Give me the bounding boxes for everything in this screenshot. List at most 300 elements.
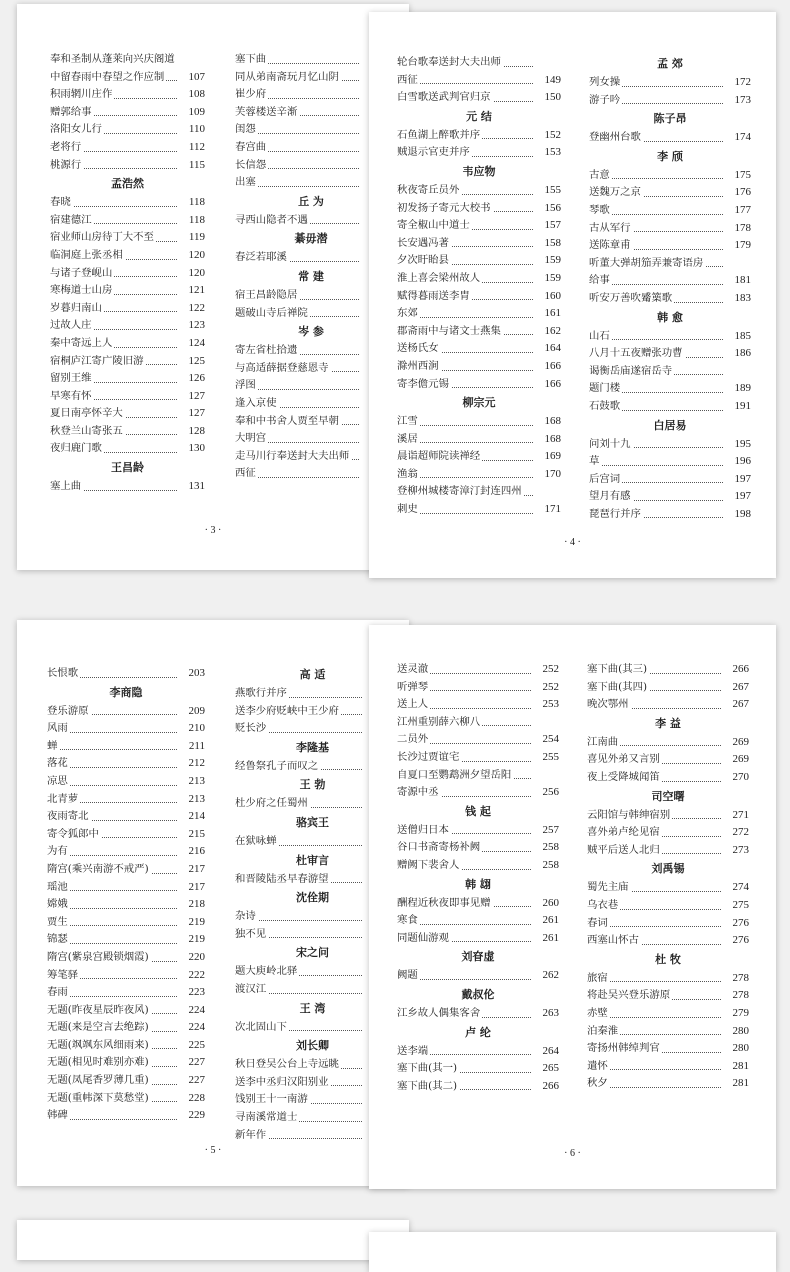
toc-entry <box>397 252 561 270</box>
poem-title: 凉思 <box>47 774 68 787</box>
poem-title: 宿王昌龄隐居 <box>235 288 298 301</box>
toc-entry <box>50 51 205 69</box>
toc-entry <box>235 833 390 851</box>
toc-entry <box>235 926 390 944</box>
page-ref: 278 <box>723 987 749 1005</box>
poem-title: 风雨 <box>47 722 68 735</box>
page-ref: 153 <box>535 144 561 162</box>
toc-entry <box>587 661 749 679</box>
page-ref: 157 <box>535 217 561 235</box>
page-ref: 219 <box>179 931 205 949</box>
page-ref: 219 <box>179 914 205 932</box>
toc-page-6 <box>369 625 776 1189</box>
poem-title: 滁州西涧 <box>397 359 439 372</box>
page-ref: 210 <box>179 720 205 738</box>
author-heading: 高 适 <box>299 668 326 681</box>
author-heading: 王昌龄 <box>111 461 144 475</box>
poem-title: 塞下曲(其三) <box>587 663 648 675</box>
toc-entry <box>587 842 749 860</box>
page-ref: 252 <box>533 679 559 697</box>
toc-entry <box>589 129 751 147</box>
poem-title: 寻南溪常道士 <box>235 1110 298 1123</box>
poem-title: 喜见外弟又言别 <box>587 753 660 766</box>
poem-title: 送灵澈 <box>397 663 429 675</box>
toc-column-right <box>235 51 387 483</box>
page-ref: 267 <box>723 679 749 697</box>
page-ref: 118 <box>179 194 205 212</box>
toc-entry <box>397 72 561 90</box>
poem-title: 听安万善吹觱篥歌 <box>589 291 673 304</box>
poem-title: 秋夜寄丘员外 <box>397 183 460 196</box>
poem-title: 草 <box>589 455 600 468</box>
page-ref: 179 <box>725 237 751 255</box>
page-ref: 152 <box>535 127 561 145</box>
toc-entry <box>589 436 751 454</box>
toc-entry <box>50 247 205 265</box>
page-ref: 227 <box>179 1072 205 1090</box>
toc-entry <box>50 121 205 139</box>
toc-entry <box>589 92 751 110</box>
toc-entry <box>397 767 559 785</box>
poem-title: 北青萝 <box>47 792 79 805</box>
page-ref: 156 <box>535 200 561 218</box>
poem-title: 淮上喜会梁州故人 <box>397 271 481 284</box>
page-ref: 280 <box>723 1040 749 1058</box>
toc-entry <box>589 220 751 238</box>
toc-entry <box>589 345 751 363</box>
poem-title: 无题(飒飒东风细雨来) <box>47 1038 149 1051</box>
poem-title: 芙蓉楼送辛渐 <box>235 105 298 118</box>
poem-title: 渡汉江 <box>235 982 267 995</box>
toc-entry <box>50 157 205 175</box>
page-ref: 149 <box>535 72 561 90</box>
page-ref: 258 <box>533 857 559 875</box>
poem-title: 独不见 <box>235 927 267 940</box>
page-ref: 252 <box>533 661 559 679</box>
page-ref: 170 <box>535 466 561 484</box>
page-number: · 4 · <box>564 537 581 548</box>
toc-entry <box>235 104 387 122</box>
poem-title: 给事 <box>589 274 610 287</box>
toc-entry <box>397 127 561 145</box>
poem-title: 西征 <box>397 73 418 86</box>
toc-entry <box>589 237 751 255</box>
poem-title: 赋得暮雨送李胄 <box>397 289 470 302</box>
page-number: · 6 · <box>564 1148 581 1159</box>
poem-title: 贼平后送人北归 <box>587 843 660 856</box>
page-ref: 262 <box>533 967 559 985</box>
page-ref: 109 <box>179 104 205 122</box>
page-ref: 228 <box>179 1090 205 1108</box>
toc-entry <box>235 1091 390 1109</box>
author-heading: 司空曙 <box>651 789 685 803</box>
toc-entry <box>397 270 561 288</box>
toc-entry <box>397 1078 559 1096</box>
page-ref: 107 <box>179 69 205 87</box>
page-ref: 126 <box>179 370 205 388</box>
page-ref: 155 <box>535 182 561 200</box>
page-ref: 271 <box>723 807 749 825</box>
poem-title: 寻西山隐者不遇 <box>235 213 308 226</box>
page-ref: 215 <box>179 826 205 844</box>
toc-entry <box>589 167 751 185</box>
toc-column-left <box>50 51 205 496</box>
toc-entry <box>47 1019 205 1037</box>
page-ref: 110 <box>179 121 205 139</box>
page-ref: 220 <box>179 949 205 967</box>
page-ref: 256 <box>533 784 559 802</box>
poem-title: 送魏万之京 <box>589 186 641 199</box>
author-heading: 韩 翃 <box>465 877 491 891</box>
poem-title: 落花 <box>47 757 68 770</box>
page-ref: 269 <box>723 734 749 752</box>
toc-column-right <box>589 54 751 523</box>
page-ref: 169 <box>535 448 561 466</box>
poem-title: 长恨歌 <box>47 667 79 679</box>
poem-title: 长沙过贾谊宅 <box>397 750 460 763</box>
toc-entry <box>47 1037 205 1055</box>
poem-title: 溪居 <box>397 432 418 445</box>
poem-title: 中留春雨中春望之作应制 <box>50 70 165 83</box>
toc-entry <box>50 212 205 230</box>
toc-entry <box>397 340 561 358</box>
toc-entry <box>589 380 751 398</box>
poem-title: 夜归鹿门歌 <box>50 442 102 455</box>
toc-entry <box>235 249 387 267</box>
toc-entry <box>235 465 387 483</box>
poem-title: 送杨氏女 <box>397 342 439 355</box>
toc-entry <box>50 139 205 157</box>
toc-entry <box>587 879 749 897</box>
author-heading: 刘长卿 <box>296 1039 329 1053</box>
toc-entry <box>50 194 205 212</box>
page-ref: 162 <box>535 323 561 341</box>
poem-title: 列女操 <box>589 76 621 88</box>
poem-title: 轮台歌奉送封大夫出师 <box>397 56 501 68</box>
poem-title: 塞下曲 <box>235 53 267 65</box>
author-heading: 元 结 <box>466 109 492 123</box>
poem-title: 晨诣超师院读禅经 <box>397 450 481 463</box>
toc-entry <box>235 1109 390 1127</box>
poem-title: 隋宫(紫泉宫殿锁烟霞) <box>47 950 149 963</box>
poem-title: 望月有感 <box>589 490 631 503</box>
poem-title: 将赴吴兴登乐游原 <box>587 989 671 1002</box>
poem-title: 无题(凤尾香罗薄几重) <box>47 1074 149 1087</box>
poem-title: 大明宫 <box>235 432 267 445</box>
poem-title: 寄扬州韩绰判官 <box>587 1042 660 1055</box>
page-ref: 171 <box>535 501 561 519</box>
toc-entry <box>235 795 390 813</box>
poem-title: 琵琶行并序 <box>589 507 641 520</box>
page-ref: 160 <box>535 288 561 306</box>
leader-dots <box>47 749 177 750</box>
author-heading: 宋之问 <box>296 946 329 960</box>
toc-entry <box>397 839 559 857</box>
poem-title: 与诸子登岘山 <box>50 266 113 279</box>
poem-title: 春词 <box>587 916 608 929</box>
poem-title: 韩碑 <box>47 1109 68 1122</box>
author-heading: 韩 愈 <box>657 310 683 324</box>
page-ref: 191 <box>725 398 751 416</box>
toc-entry <box>47 949 205 967</box>
toc-entry <box>50 353 205 371</box>
toc-entry <box>235 1127 390 1145</box>
page-ref: 119 <box>179 229 205 247</box>
poem-title: 题门楼 <box>589 382 621 395</box>
toc-column-right <box>587 661 749 1093</box>
toc-entry <box>235 720 390 738</box>
toc-entry <box>589 184 751 202</box>
author-heading: 刘禹锡 <box>651 862 685 876</box>
toc-entry <box>47 755 205 773</box>
page-ref: 266 <box>533 1078 559 1096</box>
toc-entry <box>397 182 561 200</box>
poem-title: 泊秦淮 <box>587 1024 619 1037</box>
poem-title: 西塞山怀古 <box>587 934 639 947</box>
poem-title: 石鱼湖上醉歌并序 <box>397 128 481 141</box>
poem-title: 临洞庭上张丞相 <box>50 248 123 261</box>
page-ref: 260 <box>533 895 559 913</box>
author-heading: 卢 纶 <box>465 1025 491 1039</box>
poem-title: 送僧归日本 <box>397 823 449 836</box>
poem-title: 寒食 <box>397 914 418 927</box>
toc-entry <box>235 1074 390 1092</box>
toc-entry <box>47 665 205 683</box>
poem-title: 二员外 <box>397 733 429 746</box>
page-ref: 161 <box>535 305 561 323</box>
poem-title: 江南曲 <box>587 735 619 748</box>
page-ref: 178 <box>725 220 751 238</box>
poem-title: 江乡故人偶集客舍 <box>397 1006 481 1019</box>
toc-entry <box>397 466 561 484</box>
page-ref: 127 <box>179 388 205 406</box>
poem-title: 喜外弟卢纶见宿 <box>587 826 660 839</box>
poem-title: 夜上受降城闻笛 <box>587 770 660 783</box>
toc-entry <box>587 987 749 1005</box>
poem-title: 为有 <box>47 845 68 858</box>
toc-entry <box>397 448 561 466</box>
toc-entry <box>397 200 561 218</box>
page-ref: 272 <box>723 824 749 842</box>
next-page-edge-right <box>369 1232 776 1272</box>
toc-entry <box>397 305 561 323</box>
page-ref: 217 <box>179 861 205 879</box>
toc-entry <box>397 323 561 341</box>
poem-title: 渔翁 <box>397 467 418 480</box>
poem-title: 同从弟南斋玩月忆山阴 <box>235 70 339 83</box>
page-ref: 227 <box>179 1054 205 1072</box>
toc-entry <box>235 212 387 230</box>
page-ref: 275 <box>723 897 749 915</box>
toc-entry <box>47 720 205 738</box>
toc-entry <box>397 895 559 913</box>
poem-title: 隋宫(乘兴南游不戒严) <box>47 862 149 875</box>
poem-title: 赤壁 <box>587 1006 608 1019</box>
toc-entry <box>235 1019 390 1037</box>
page-ref: 213 <box>179 791 205 809</box>
poem-title: 新年作 <box>235 1128 267 1141</box>
poem-title: 宿业师山房待丁大不至 <box>50 231 154 244</box>
page-ref: 211 <box>179 738 205 756</box>
poem-title: 题大庾岭北驿 <box>235 965 298 978</box>
author-heading: 王 勃 <box>299 778 326 792</box>
poem-title: 塞下曲(其四) <box>587 680 648 693</box>
toc-entry <box>397 1005 559 1023</box>
page-ref: 112 <box>179 139 205 157</box>
author-heading: 杜审言 <box>296 853 329 867</box>
poem-title: 洛阳女儿行 <box>50 123 102 136</box>
page-ref: 159 <box>535 252 561 270</box>
toc-entry <box>589 471 751 489</box>
toc-entry <box>50 69 205 87</box>
poem-title: 早寒有怀 <box>50 389 92 402</box>
toc-column-right <box>235 665 390 1144</box>
toc-entry <box>235 377 387 395</box>
toc-entry <box>397 431 561 449</box>
toc-entry <box>589 453 751 471</box>
toc-entry <box>235 963 390 981</box>
page-ref: 159 <box>535 270 561 288</box>
toc-entry <box>235 685 390 703</box>
page-ref: 118 <box>179 212 205 230</box>
toc-entry <box>397 54 561 72</box>
toc-entry <box>589 255 751 273</box>
page-ref: 209 <box>179 703 205 721</box>
author-heading: 李 益 <box>655 716 681 730</box>
poem-title: 瑶池 <box>47 880 68 893</box>
toc-entry <box>589 398 751 416</box>
toc-page-4 <box>369 12 776 578</box>
toc-column-left <box>397 661 559 1095</box>
page-ref: 214 <box>179 808 205 826</box>
toc-entry <box>397 714 559 732</box>
page-ref: 216 <box>179 843 205 861</box>
toc-entry <box>587 915 749 933</box>
page-ref: 150 <box>535 89 561 107</box>
author-heading: 王 湾 <box>299 1001 326 1015</box>
page-ref: 183 <box>725 290 751 308</box>
toc-entry <box>47 791 205 809</box>
poem-title: 春雨 <box>47 986 68 999</box>
poem-title: 筹笔驿 <box>47 968 79 981</box>
poem-title: 寄左省杜拾遗 <box>235 344 298 357</box>
toc-entry <box>397 288 561 306</box>
page-ref: 120 <box>179 247 205 265</box>
poem-title: 江雪 <box>397 415 418 428</box>
toc-entry <box>235 981 390 999</box>
page-ref: 276 <box>723 915 749 933</box>
toc-page-5 <box>17 620 409 1186</box>
poem-title: 郡斋雨中与诸文士燕集 <box>397 324 501 337</box>
poem-title: 送李端 <box>397 1044 429 1057</box>
poem-title: 同题仙游观 <box>397 931 449 944</box>
toc-entry <box>587 734 749 752</box>
poem-title: 奉和圣制从蓬莱向兴庆阁道 <box>50 53 175 65</box>
page-ref: 222 <box>179 967 205 985</box>
toc-entry <box>587 824 749 842</box>
toc-entry <box>589 488 751 506</box>
poem-title: 登乐游原 <box>47 704 89 717</box>
author-heading: 戴叔伦 <box>461 987 495 1001</box>
poem-title: 春晓 <box>50 196 71 209</box>
page-ref: 124 <box>179 335 205 353</box>
toc-entry <box>397 857 559 875</box>
toc-entry <box>235 360 387 378</box>
toc-entry <box>50 423 205 441</box>
toc-entry <box>397 376 561 394</box>
toc-entry <box>235 871 390 889</box>
poem-title: 蝉 <box>47 739 58 752</box>
poem-title: 秋夕 <box>587 1077 608 1090</box>
page-ref: 223 <box>179 984 205 1002</box>
poem-title: 夜雨寄北 <box>47 810 89 823</box>
poem-title: 与高适薛据登慈恩寺 <box>235 361 329 374</box>
page-ref: 276 <box>723 932 749 950</box>
poem-title: 长安遇冯著 <box>397 236 449 249</box>
page-ref: 213 <box>179 773 205 791</box>
page-ref: 121 <box>179 282 205 300</box>
page-ref: 229 <box>179 1107 205 1125</box>
poem-title: 听弹琴 <box>397 680 429 693</box>
poem-title: 宿建德江 <box>50 213 92 226</box>
toc-entry <box>235 86 387 104</box>
toc-entry <box>50 317 205 335</box>
poem-title: 后宫词 <box>589 472 621 485</box>
poem-title: 赠阙下裴舍人 <box>397 858 460 871</box>
toc-entry <box>50 440 205 458</box>
page-ref: 267 <box>723 696 749 714</box>
toc-entry <box>587 679 749 697</box>
toc-entry <box>47 703 205 721</box>
poem-title: 浮图 <box>235 379 256 392</box>
poem-title: 无题(重帏深下莫愁堂) <box>47 1091 149 1104</box>
page-number: · 5 · <box>204 1145 222 1156</box>
page-ref: 166 <box>535 376 561 394</box>
toc-entry <box>47 967 205 985</box>
toc-entry <box>235 1056 390 1074</box>
page-ref: 175 <box>725 167 751 185</box>
poem-title: 岁暮归南山 <box>50 301 102 314</box>
page-ref: 115 <box>179 157 205 175</box>
page-ref: 197 <box>725 488 751 506</box>
toc-entry <box>50 405 205 423</box>
toc-entry <box>47 808 205 826</box>
poem-title: 桃源行 <box>50 158 82 171</box>
page-ref: 281 <box>723 1058 749 1076</box>
toc-column-left <box>397 54 561 519</box>
poem-title: 寒梅道士山房 <box>50 284 113 297</box>
toc-entry <box>397 930 559 948</box>
poem-title: 夏日南亭怀辛大 <box>50 407 123 420</box>
poem-title: 初发扬子寄元大校书 <box>397 201 491 214</box>
toc-entry <box>397 822 559 840</box>
page-ref: 257 <box>533 822 559 840</box>
poem-title: 锦瑟 <box>47 933 68 946</box>
toc-entry <box>397 967 559 985</box>
page-ref: 212 <box>179 755 205 773</box>
author-heading: 韦应物 <box>462 164 496 178</box>
poem-title: 春泛若耶溪 <box>235 251 287 264</box>
page-ref: 108 <box>179 86 205 104</box>
toc-entry <box>47 1002 205 1020</box>
page-ref: 225 <box>179 1037 205 1055</box>
page-ref: 125 <box>179 353 205 371</box>
page-ref: 203 <box>179 665 205 683</box>
page-ref: 168 <box>535 413 561 431</box>
page-ref: 278 <box>723 970 749 988</box>
toc-entry <box>235 413 387 431</box>
poem-title: 积雨辋川庄作 <box>50 88 113 101</box>
